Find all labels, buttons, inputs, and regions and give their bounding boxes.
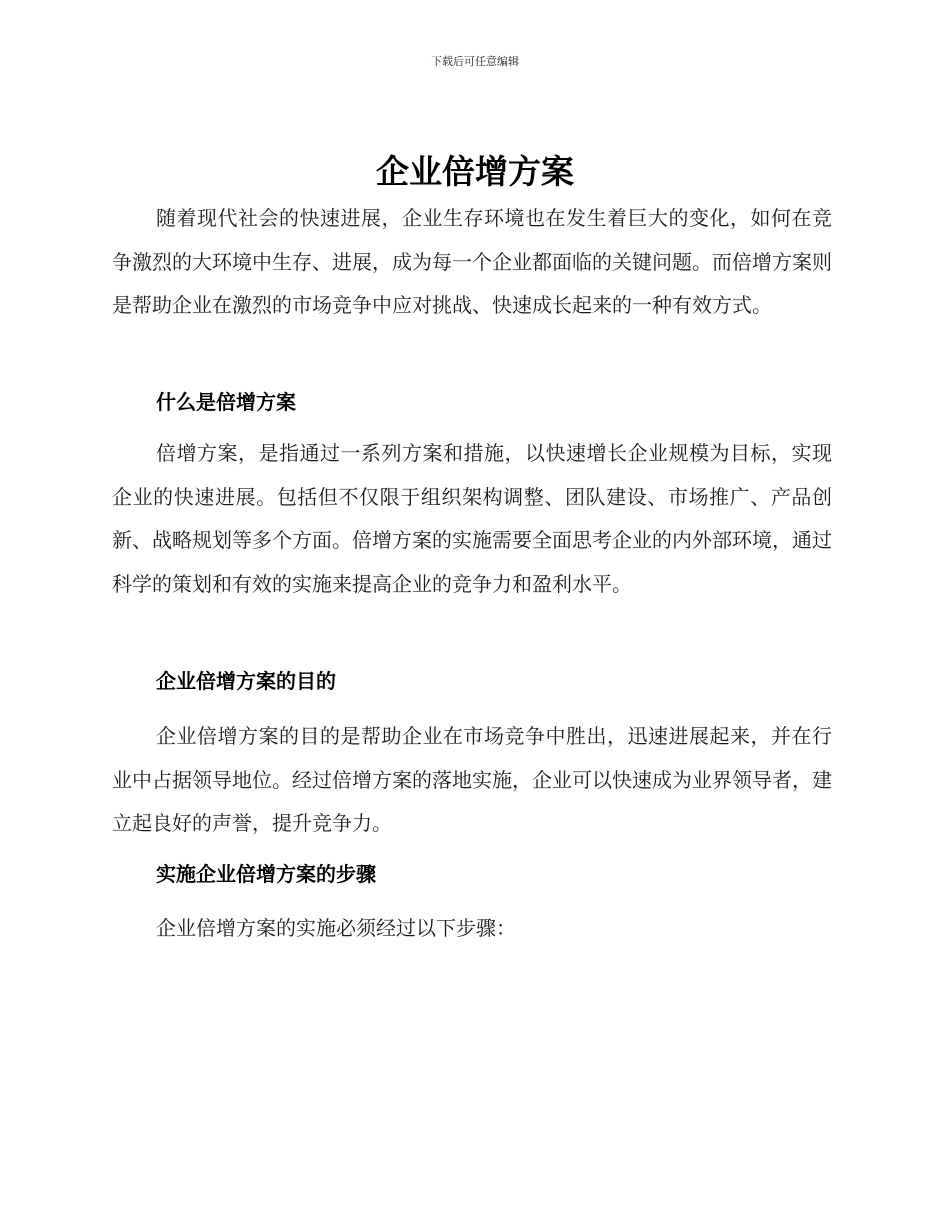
document-title: 企业倍增方案: [376, 152, 574, 191]
section-heading-purpose: 企业倍增方案的目的: [156, 669, 336, 693]
section-heading-what-is: 什么是倍增方案: [156, 390, 296, 414]
section-heading-steps: 实施企业倍增方案的步骤: [156, 862, 376, 886]
section-paragraph-what-is: 倍增方案，是指通过一系列方案和措施，以快速增长企业规模为目标，实现企业的快速进展。包括但不仅限于组织架构调整、团队建设、市场推广、产品创新、战略规划等多个方面。倍增方案的实施需要全面思考企业的内外部环境，通过科学的策划和有效的实施来提高企业的竞争力和盈利水平。: [112, 441, 832, 596]
section-paragraph-steps: 企业倍增方案的实施必须经过以下步骤：: [156, 916, 516, 940]
header-note: 下载后可任意编辑: [431, 55, 519, 68]
intro-paragraph: 随着现代社会的快速进展，企业生存环境也在发生着巨大的变化，如何在竞争激烈的大环境中生存、进展，成为每一个企业都面临的关键问题。而倍增方案则是帮助企业在激烈的市场竞争中应对挑战、快速成长起来的一种有效方式。: [112, 206, 832, 317]
section-paragraph-purpose: 企业倍增方案的目的是帮助企业在市场竞争中胜出，迅速进展起来，并在行业中占据领导地位。经过倍增方案的落地实施，企业可以快速成为业界领导者，建立起良好的声誉，提升竞争力。: [112, 724, 832, 835]
